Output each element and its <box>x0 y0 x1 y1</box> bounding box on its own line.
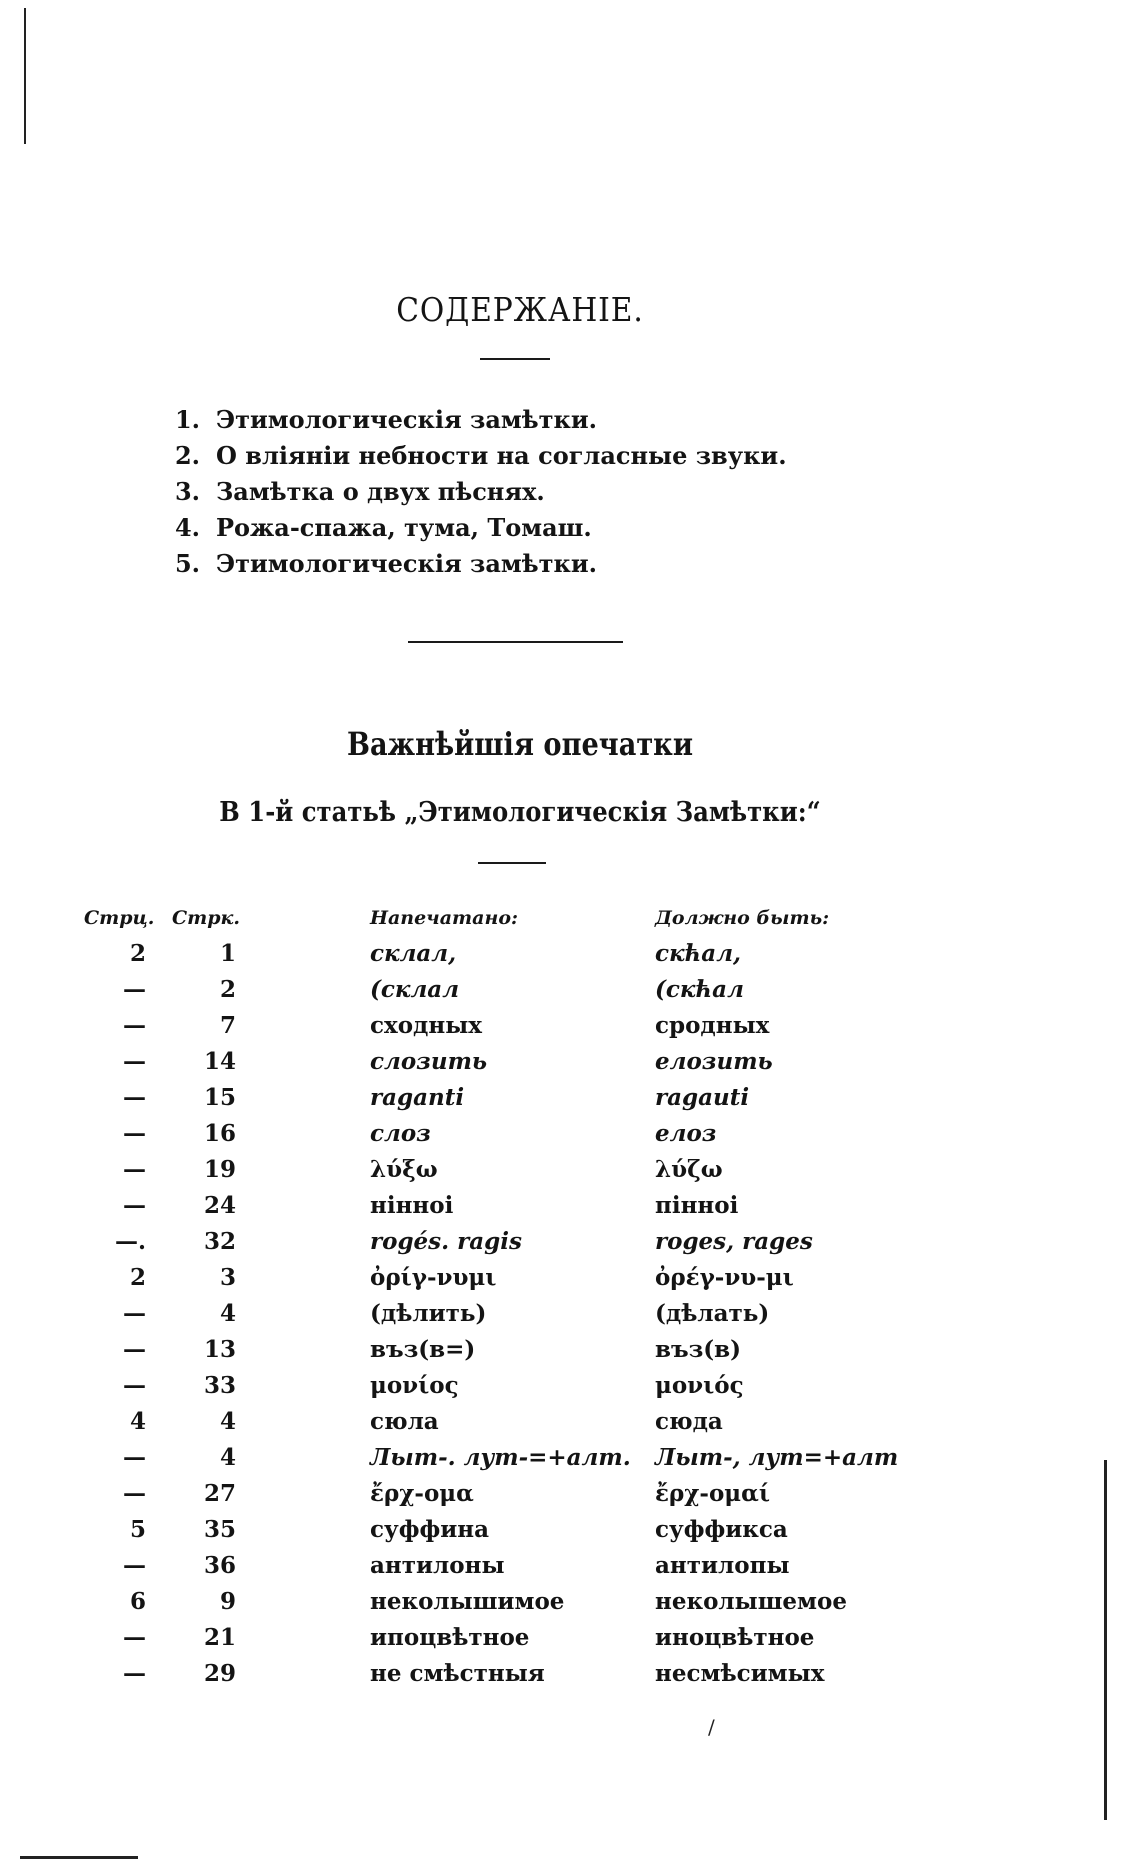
errata-correct-cell: сюда <box>655 1408 723 1435</box>
errata-correct-cell: ὀρέγ-νυ-μι <box>655 1264 794 1291</box>
errata-page-cell: — <box>123 1300 146 1327</box>
errata-line-cell: 32 <box>203 1228 236 1255</box>
errata-line-cell: 27 <box>203 1480 236 1507</box>
errata-printed-cell: (склал <box>370 976 460 1003</box>
errata-correct-cell: λύζω <box>655 1156 723 1183</box>
errata-correct-cell: неколышемое <box>655 1588 847 1615</box>
scan-edge-line <box>1104 1460 1107 1820</box>
errata-correct-cell: скћал, <box>655 940 742 967</box>
contents-item <box>150 510 787 546</box>
contents-item-text: О вліяніи небности на согласные звуки. <box>216 441 787 470</box>
errata-printed-cell: не смѣстныя <box>370 1660 545 1687</box>
errata-page-cell: — <box>123 1372 146 1399</box>
contents-item <box>150 402 787 438</box>
header-page: Стрц. <box>84 907 155 929</box>
errata-line-cell: 4 <box>219 1300 236 1327</box>
errata-page-cell: 6 <box>129 1588 146 1615</box>
errata-page-cell: — <box>123 1480 146 1507</box>
contents-item <box>150 546 787 582</box>
errata-page-cell: — <box>123 1084 146 1111</box>
errata-correct-cell: ἔρχ-ομαί <box>655 1480 770 1507</box>
errata-page-cell: 5 <box>129 1516 146 1543</box>
errata-title-rule <box>478 862 546 864</box>
contents-item-text: Рожа-спажа, тума, Томаш. <box>216 513 592 542</box>
errata-printed-cell: (дѣлить) <box>370 1300 487 1327</box>
errata-line-cell: 14 <box>203 1048 236 1075</box>
errata-page-cell: — <box>123 1192 146 1219</box>
errata-correct-cell: пінноі <box>655 1192 739 1219</box>
errata-printed-cell: ипоцвѣтное <box>370 1624 530 1651</box>
errata-title: Важнѣйшія опечатки <box>347 725 693 763</box>
errata-line-cell: 4 <box>219 1408 236 1435</box>
errata-correct-cell: сродных <box>655 1012 770 1039</box>
contents-list <box>150 402 787 582</box>
contents-item-number: 4. <box>174 513 200 542</box>
errata-printed-cell: въз(в=) <box>370 1336 476 1363</box>
errata-printed-cell: ὀρίγ-νυμι <box>370 1264 497 1291</box>
errata-correct-cell: (дѣлать) <box>655 1300 770 1327</box>
contents-item-text: Этимологическія замѣтки. <box>216 549 597 578</box>
contents-item-number: 2. <box>174 441 200 470</box>
errata-correct-cell: μονιός <box>655 1372 744 1399</box>
errata-line-cell: 13 <box>203 1336 236 1363</box>
errata-line-cell: 16 <box>203 1120 236 1147</box>
errata-line-cell: 36 <box>203 1552 236 1579</box>
errata-line-cell: 2 <box>219 976 236 1003</box>
contents-item-text: Замѣтка о двух пѣснях. <box>216 477 545 506</box>
contents-item-number: 3. <box>174 477 200 506</box>
errata-correct-cell: въз(в) <box>655 1336 742 1363</box>
errata-printed-cell: сходных <box>370 1012 482 1039</box>
errata-page-cell: —. <box>114 1228 146 1255</box>
contents-item-text: Этимологическія замѣтки. <box>216 405 597 434</box>
errata-printed-cell: μονίος <box>370 1372 459 1399</box>
errata-page-cell: 2 <box>129 940 146 967</box>
errata-page-cell: — <box>123 1552 146 1579</box>
contents-title: СОДЕРЖАНІЕ. <box>396 290 644 329</box>
errata-line-cell: 1 <box>219 940 236 967</box>
errata-page-cell: — <box>123 1624 146 1651</box>
errata-correct-cell: roges, rages <box>655 1228 813 1255</box>
errata-correct-cell: (скћал <box>655 976 744 1003</box>
errata-line-cell: 29 <box>203 1660 236 1687</box>
errata-printed-cell: ἔρχ-ομα <box>370 1480 474 1507</box>
errata-page-cell: — <box>123 1444 146 1471</box>
errata-line-cell: 9 <box>219 1588 236 1615</box>
contents-item-number: 5. <box>174 549 200 578</box>
errata-page-cell: — <box>123 1048 146 1075</box>
errata-page-cell: — <box>123 1660 146 1687</box>
errata-printed-cell: сюла <box>370 1408 439 1435</box>
header-line: Стрк. <box>172 907 240 929</box>
header-printed: Напечатано: <box>370 907 519 929</box>
errata-printed-cell: слоз <box>370 1120 431 1147</box>
errata-page-cell: 2 <box>129 1264 146 1291</box>
errata-printed-cell: нінноі <box>370 1192 454 1219</box>
errata-correct-cell: антилопы <box>655 1552 790 1579</box>
errata-printed-cell: λύξω <box>370 1156 438 1183</box>
contents-item <box>150 474 787 510</box>
errata-printed-cell: склал, <box>370 940 457 967</box>
contents-title-rule <box>480 358 550 360</box>
contents-item-number: 1. <box>174 405 200 434</box>
errata-correct-cell: Лыт-, лут=+алт <box>655 1444 899 1471</box>
errata-printed-cell: неколышимое <box>370 1588 565 1615</box>
scan-bottom-smudge <box>20 1856 138 1859</box>
errata-correct-cell: суффикса <box>655 1516 788 1543</box>
errata-line-cell: 33 <box>203 1372 236 1399</box>
errata-page-cell: — <box>123 1156 146 1183</box>
errata-page-cell: 4 <box>129 1408 146 1435</box>
contents-item <box>150 438 787 474</box>
errata-line-cell: 19 <box>203 1156 236 1183</box>
errata-line-cell: 24 <box>203 1192 236 1219</box>
stray-mark: / <box>708 1715 715 1739</box>
errata-subtitle: В 1-й статьѣ „Этимологическія Замѣтки:“ <box>219 797 821 828</box>
errata-correct-cell: елозить <box>655 1048 773 1075</box>
errata-line-cell: 15 <box>203 1084 236 1111</box>
errata-correct-cell: несмѣсимых <box>655 1660 825 1687</box>
errata-page-cell: — <box>123 1336 146 1363</box>
section-divider <box>408 641 623 643</box>
errata-line-cell: 3 <box>219 1264 236 1291</box>
errata-page-cell: — <box>123 976 146 1003</box>
errata-printed-cell: антилоны <box>370 1552 505 1579</box>
errata-line-cell: 35 <box>203 1516 236 1543</box>
errata-line-cell: 7 <box>219 1012 236 1039</box>
errata-correct-cell: елоз <box>655 1120 717 1147</box>
errata-page-cell: — <box>123 1120 146 1147</box>
header-correct: Должно быть: <box>655 907 830 929</box>
errata-line-cell: 21 <box>203 1624 236 1651</box>
errata-printed-cell: Лыт-. лут-=+алт. <box>370 1444 631 1471</box>
errata-printed-cell: суффина <box>370 1516 490 1543</box>
errata-page-cell: — <box>123 1012 146 1039</box>
errata-printed-cell: слозить <box>370 1048 488 1075</box>
errata-correct-cell: иноцвѣтное <box>655 1624 815 1651</box>
errata-printed-cell: raganti <box>370 1084 465 1111</box>
errata-printed-cell: rogés. ragis <box>370 1228 522 1255</box>
errata-correct-cell: ragauti <box>655 1084 750 1111</box>
scan-edge-line <box>24 8 26 144</box>
errata-line-cell: 4 <box>219 1444 236 1471</box>
